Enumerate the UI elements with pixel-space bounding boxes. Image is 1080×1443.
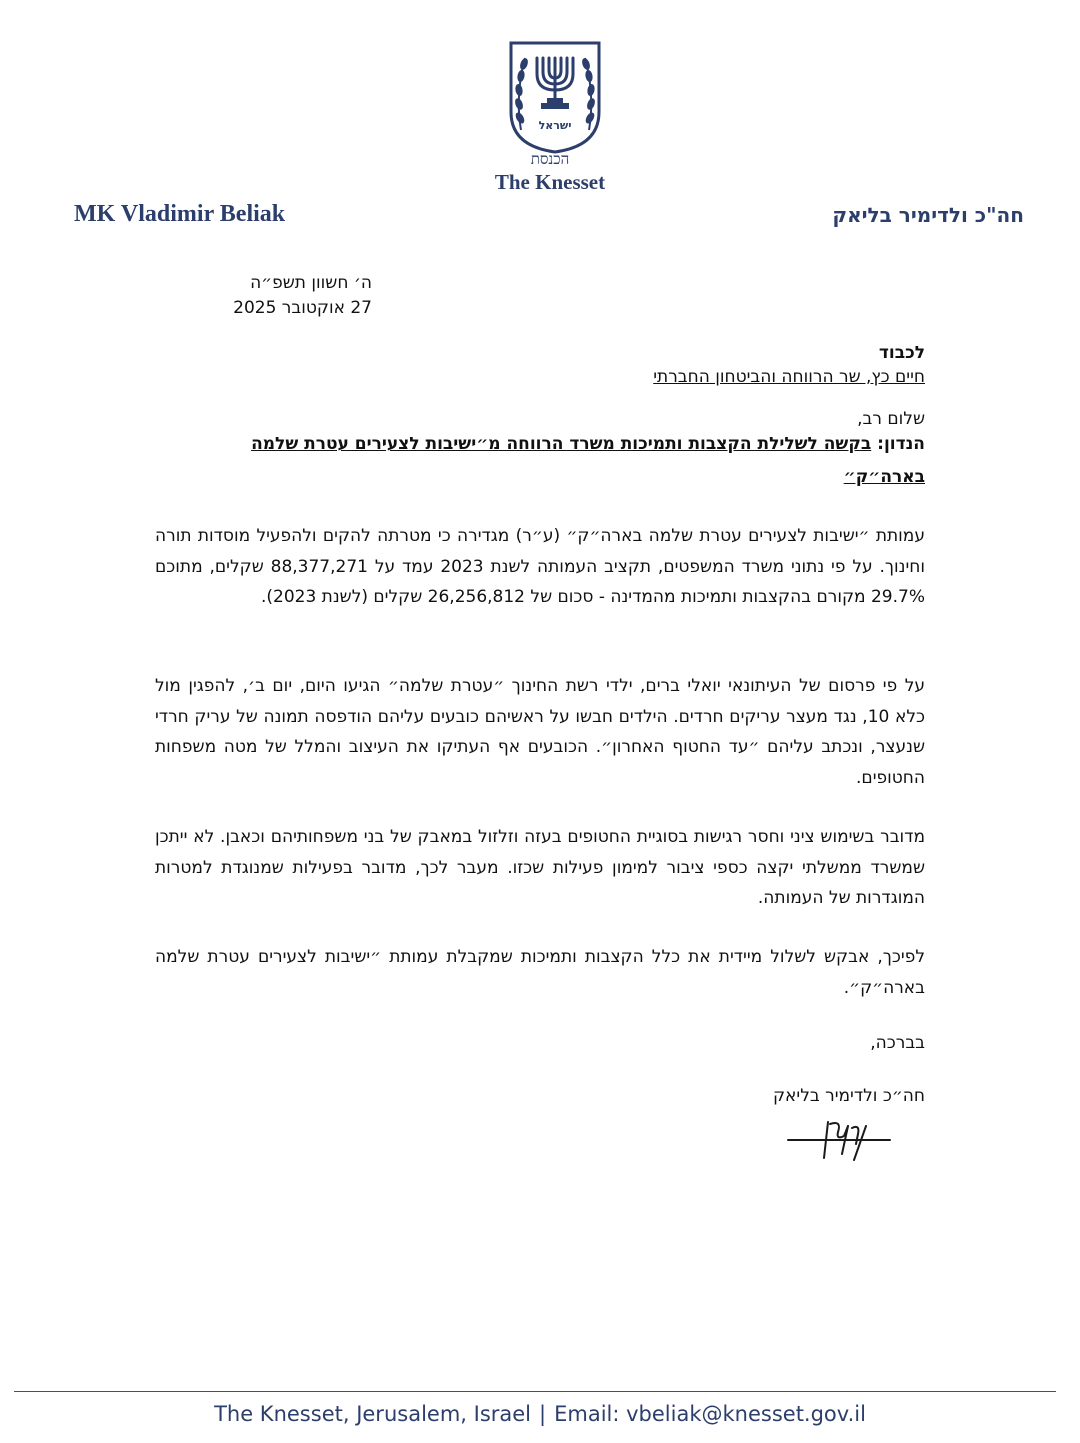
- footer: [0, 1402, 1080, 1426]
- recipient-label: לכבוד: [878, 343, 925, 363]
- paragraph-4: לפיכך, אבקש לשלול מיידית את כלל הקצבות ותמיכות שמקבלת עמותת ״ישיבות לצעירים עטרת שלמה בארה״ק״.: [155, 947, 925, 998]
- knesset-emblem-icon: [507, 40, 603, 155]
- paragraph-2: על פי פרסום של העיתונאי יואלי ברים, ילדי רשת החינוך ״עטרת שלמה״ הגיעו היום, יום ב׳, להפגין מול כלא 10, נגד מעצר עריקים חרדים. הילדים חבשו על ראשיהם כובעים עליהם הודפסה תמונה של עריק חרדי שנעצר, ונכתב עליהם ״עד החטוף האחרון״. הכובעים אף העתיקו את העיצוב והמלל של מטה משפחות החטופים.: [155, 676, 925, 788]
- greeting: שלום רב,: [857, 409, 925, 429]
- handwritten-signature-icon: [786, 1114, 896, 1166]
- paragraph-3: מדובר בשימוש ציני וחסר רגישות בסוגיית החטופים בעזה וזלזול במאבק של בני משפחותיהם וכאבן. לא ייתכן שמשרד ממשלתי יקצה כספי ציבור למימון פעילות שכזו. מעבר לכך, מדובר בפעילות שמנוגדת למטרות המוגדרות של העמותה.: [155, 827, 925, 908]
- knesset-hebrew-name: הכנסת: [530, 150, 570, 168]
- knesset-english-name: The Knesset: [494, 170, 606, 194]
- footer-separator: |: [539, 1402, 547, 1426]
- mk-name-english: MK Vladimir Beliak: [74, 201, 286, 227]
- emblem-hebrew-text: ישראל: [538, 119, 572, 132]
- date-hebrew: ה׳ חשוון תשפ״ה: [250, 273, 372, 293]
- paragraph-1: עמותת ״ישיבות לצעירים עטרת שלמה בארה״ק״ (ע״ר) מגדירה כי מטרתה להקים ולהפעיל מוסדות תורה וחינוך. על פי נתוני משרד המשפטים, תקציב העמותה לשנת 2023 עמד על 88,377,271 שקלים, מתוכם 29.7% מקורם בהקצבות ותמיכות מהמדינה - סכום של 26,256,812 שקלים (לשנת 2023).: [155, 526, 925, 607]
- footer-location: The Knesset, Jerusalem, Israel: [214, 1402, 532, 1426]
- subject-text: בקשה לשלילת הקצבות ותמיכות משרד הרווחה מ״ישיבות לצעירים עטרת שלמה בארה״ק״: [251, 434, 925, 487]
- date-gregorian: 27 אוקטובר 2025: [233, 298, 372, 318]
- subject-label: הנדון:: [877, 434, 925, 454]
- subject-line: [165, 428, 925, 494]
- recipient-name: חיים כץ, שר הרווחה והביטחון החברתי: [653, 367, 925, 387]
- footer-email[interactable]: Email: vbeliak@knesset.gov.il: [554, 1402, 866, 1426]
- closing: בברכה,: [870, 1033, 925, 1053]
- footer-divider: [14, 1391, 1056, 1392]
- signer-name: חה״כ ולדימיר בליאק: [772, 1086, 925, 1106]
- mk-name-hebrew: חה"כ ולדימיר בליאק: [832, 203, 1024, 227]
